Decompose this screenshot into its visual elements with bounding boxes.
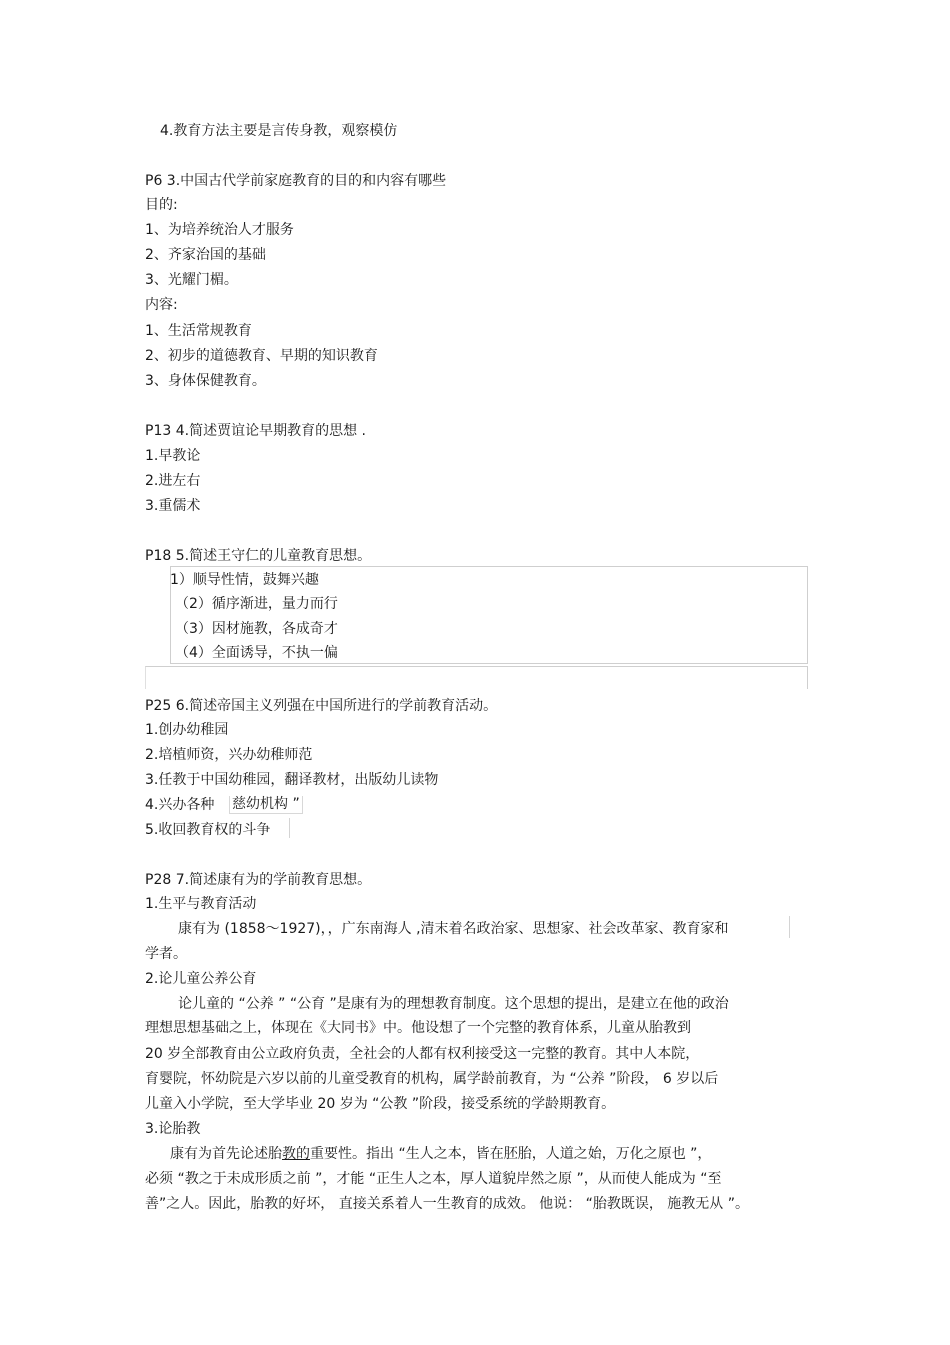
list-item: 3.任教于中国幼稚园，翻译教材，出版幼儿读物: [145, 772, 439, 788]
question-heading: P18 5.简述王守仁的儿童教育思想。: [145, 548, 372, 564]
list-item: 2.进左右: [145, 473, 201, 489]
list-item: 2、齐家治国的基础: [145, 247, 266, 263]
list-item: 3.重儒术: [145, 498, 201, 514]
list-item: （2）循序渐进，量力而行: [175, 596, 338, 612]
divider: [789, 916, 790, 938]
list-item: 1）顺导性情，鼓舞兴趣: [170, 572, 319, 588]
divider: [289, 818, 290, 838]
paragraph-line: 善”之人。因此，胎教的好坏， 直接关系着人一生教育的成效。 他说： “胎教既误， 施教无从 ”。: [145, 1196, 750, 1212]
section-heading: 2.论儿童公养公育: [145, 971, 257, 987]
question-heading: P28 7.简述康有为的学前教育思想。: [145, 872, 372, 888]
paragraph-line: 儿童入小学院，至大学毕业 20 岁为 “公教 ”阶段，接受系统的学龄期教育。: [145, 1096, 616, 1112]
paragraph-line: [170, 1145, 711, 1163]
text-span: 重要性。指出 “生人之本，皆在胚胎，人道之始，万化之原也 ”，: [310, 1146, 712, 1162]
list-item: 2、初步的道德教育、早期的知识教育: [145, 348, 378, 364]
question-heading: P25 6.简述帝国主义列强在中国所进行的学前教育活动。: [145, 698, 498, 714]
list-item: （4）全面诱导，不执一偏: [175, 645, 338, 661]
list-item: 1、生活常规教育: [145, 323, 252, 339]
section-heading: 3.论胎教: [145, 1121, 201, 1137]
list-item: 3、身体保健教育。: [145, 373, 266, 389]
paragraph-line: 必须 “教之于未成形质之前 ”，才能 “正生人之本，厚人道貌岸然之原 ”，从而使人能成为 “至: [145, 1171, 722, 1187]
list-item: 5.收回教育权的斗争: [145, 822, 271, 838]
text-line: 内容:: [145, 297, 178, 313]
list-item: 3、光耀门楣。: [145, 272, 238, 288]
list-item-boxed: 慈幼机构 ”: [229, 796, 303, 814]
paragraph-line: 康有为 (1858～1927)，，广东南海人 ,清末着名政治家、思想家、社会改革家、教育家和: [178, 921, 729, 937]
paragraph-line: 育婴院，怀幼院是六岁以前的儿童受教育的机构，属学龄前教育，为 “公养 ”阶段， 6 岁以后: [145, 1071, 719, 1087]
list-item: （3）因材施教，各成奇才: [175, 621, 338, 637]
list-item: 1、为培养统治人才服务: [145, 222, 294, 238]
list-item: 1.创办幼稚园: [145, 722, 229, 738]
question-heading: P13 4.简述贾谊论早期教育的思想 .: [145, 423, 366, 439]
text-line: 目的:: [145, 197, 178, 213]
list-item: 1.早教论: [145, 448, 201, 464]
paragraph-line: 理想思想基础之上，体现在《大同书》中。他设想了一个完整的教育体系，儿童从胎教到: [145, 1020, 691, 1036]
list-item: 4.兴办各种: [145, 797, 215, 813]
paragraph-line: 学者。: [145, 946, 187, 962]
question-heading: P6 3.中国古代学前家庭教育的目的和内容有哪些: [145, 173, 447, 189]
list-item: 2.培植师资，兴办幼稚师范: [145, 747, 313, 763]
text-box-empty: [145, 666, 808, 689]
underlined-text: 教的: [282, 1146, 310, 1162]
text-span: 康有为首先论述胎: [170, 1146, 282, 1162]
paragraph-line: 20 岁全部教育由公立政府负责，全社会的人都有权利接受这一完整的教育。其中人本院，: [145, 1046, 700, 1062]
section-heading: 1.生平与教育活动: [145, 896, 257, 912]
text-line: 4.教育方法主要是言传身教，观察模仿: [160, 123, 398, 139]
paragraph-line: 论儿童的 “公养 ” “公育 ”是康有为的理想教育制度。这个思想的提出，是建立在他的政治: [178, 996, 729, 1012]
